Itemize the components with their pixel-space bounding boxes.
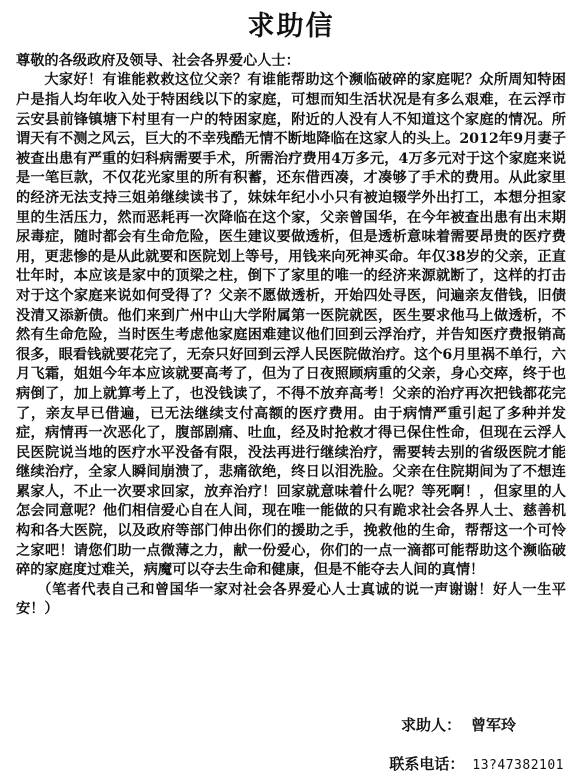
- contact-phone: 13?47382101: [472, 758, 564, 773]
- salutation: 尊敬的各级政府及领导、社会各界爱心人士：: [16, 53, 300, 69]
- letter-body: 大家好！有谁能救救这位父亲？有谁能帮助这个濒临破碎的家庭呢？众所周知特困户是指人均年收入处于特困线以下的家庭，可想而知生活状况是有多么艰难，在云浮市云安县前锋镇塘下村里有一户的特困家庭，附近的人没有人不知道这个家庭的情况。所谓天有不测之风云，巨大的不幸残酷无情不断地降临在这家人的头上。2012年9月妻子被查出患有严重的妇科病需要手术，所需治疗费用4万多元，4万多元对于这个家庭来说是一笔巨款，不仅花光家里的所有积蓄，还东借西凑，才凑够了手术的费用。从此家里的经济无法支持三姐弟继续读书了，妹妹年纪小小只有被迫辍学外出打工，本想分担家里的生活压力，然而恶耗再一次降临在这个家，父亲曾国华，在今年被查出患有出末期尿毒症，随时都会有生命危险，医生建议要做透析，但是透析意味着需要昂贵的医疗费用，更悲惨的是从此就要和医院划上等号，用钱来向死神买命。年仅38岁的父亲，正直壮年时，本应该是家中的顶梁之柱，倒下了家里的唯一的经济来源就断了，这样的打击对于这个家庭来说如何受得了？父亲不愿做透析，开始四处寻医，问遍亲友借钱，旧债没清又添新债。他们来到广州中山大学附属第一医院就医，医生要求他马上做透析，不然有生命危险，当时医生考虑他家庭困难建议他们回到云浮治疗，并告知医疗费报销高很多，眼看钱就要花完了，无奈只好回到云浮人民医院做治疗。这个6月里祸不单行，六月飞霜，姐姐今年本应该就要高考了，但为了日夜照顾病重的父亲，身心交瘁，终于也病倒了，加上就算考上了，也没钱读了，不得不放弃高考！父亲的治疗再次把钱都花完了，亲友早已借遍，已无法继续支付高额的医疗费用。由于病情严重引起了多种并发症，病情再一次恶化了，腹部剧痛、吐血，经及时抢救才得已保住性命，但现在云浮人民医院说当地的医疗水平没备有限，没法再进行继续治疗，需要转去别的省级医院才能继续治疗，全家人瞬间崩溃了，悲痛欲绝，终日以泪洗脸。父亲在住院期间为了不想连累家人，不止一次要求回家，放弃治疗！回家就意味着什么呢？等死啊！，但家里的人怎会同意呢？他们相信爱心自在人间，现在唯一能做的只有跪求社会各界人士、慈善机构和各大医院，以及政府等部门伸出你们的援助之手，挽救他的生命，帮帮这一个可怜之家吧！请您们助一点微薄之力，献一份爱心，你们的一点一滴都可能帮助这个濒临破碎的家庭度过难关，病魔可以夺去生命和健康，但是不能夺去人间的真情！: [16, 72, 566, 579]
- page-title: 求助信: [247, 11, 335, 42]
- signature-name: 曾军玲: [470, 716, 516, 734]
- signature-line: [401, 714, 516, 735]
- closing-note: （笔者代表自己和曾国华一家对社会各界爱心人士真诚的说一声谢谢！好人一生平安！）: [16, 581, 566, 618]
- contact-line: [389, 753, 564, 774]
- contact-label: 联系电话：: [389, 755, 465, 773]
- signature-label: 求助人：: [400, 716, 461, 734]
